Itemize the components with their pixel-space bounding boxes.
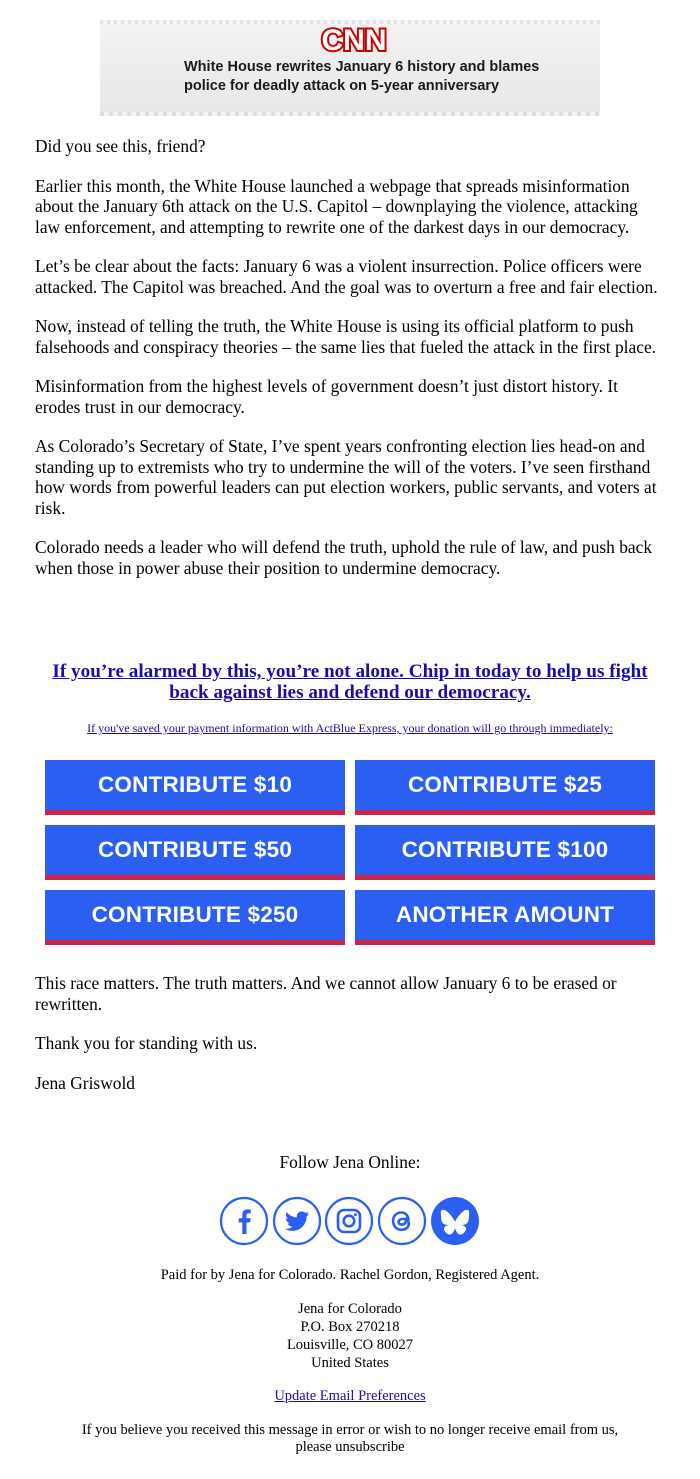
paid-for-disclaimer: Paid for by Jena for Colorado. Rachel Gordon, Registered Agent. bbox=[160, 1267, 540, 1283]
cnn-logo bbox=[318, 25, 390, 55]
greeting: Did you see this, friend? bbox=[35, 136, 206, 156]
signature: Jena Griswold bbox=[35, 1072, 135, 1093]
update-email-preferences-link[interactable]: Update Email Preferences bbox=[274, 1388, 426, 1404]
email-body bbox=[35, 136, 667, 597]
contribute-250-button[interactable]: CONTRIBUTE $250 bbox=[45, 890, 345, 945]
address-line: P.O. Box 270218 bbox=[300, 1319, 400, 1335]
unsubscribe-link[interactable]: please unsubscribe bbox=[295, 1439, 405, 1455]
twitter-icon[interactable] bbox=[272, 1196, 322, 1246]
facebook-icon[interactable] bbox=[219, 1196, 269, 1246]
unsubscribe-notice bbox=[0, 1422, 700, 1456]
instagram-icon[interactable] bbox=[324, 1196, 374, 1246]
closing-section bbox=[35, 973, 667, 1112]
body-paragraph: Colorado needs a leader who will defend the truth, uphold the rule of law, and push back when those in power abuse their position to undermine democracy. bbox=[35, 537, 653, 578]
cnn-headline-image bbox=[100, 20, 600, 116]
contribute-25-button[interactable]: CONTRIBUTE $25 bbox=[355, 760, 655, 815]
body-paragraph: Let’s be clear about the facts: January 6 was a violent insurrection. Police officers were attacked. The Capitol was breached. And the goal was to overturn a free and fair election. bbox=[35, 256, 658, 297]
cnn-headline: White House rewrites January 6 history and blames police for deadly attack on 5-year anniversary bbox=[184, 59, 540, 94]
another-amount-button[interactable]: ANOTHER AMOUNT bbox=[355, 890, 655, 945]
bluesky-icon[interactable] bbox=[430, 1196, 480, 1246]
body-paragraph: Misinformation from the highest levels of government doesn’t just distort history. It erodes trust in our democracy. bbox=[35, 376, 618, 417]
follow-label: Follow Jena Online: bbox=[279, 1152, 421, 1172]
address-line: United States bbox=[311, 1355, 389, 1371]
unsubscribe-text: If you believe you received this message in error or wish to no longer receive email from us, bbox=[81, 1422, 619, 1438]
cnn-logo-text: CNN bbox=[321, 25, 387, 55]
contribute-100-button[interactable]: CONTRIBUTE $100 bbox=[355, 825, 655, 880]
actblue-express-note[interactable]: If you've saved your payment information with ActBlue Express, your donation will go through immediately: bbox=[87, 721, 613, 735]
body-paragraph: As Colorado’s Secretary of State, I’ve spent years confronting election lies head-on and standing up to extremists who try to undermine the will of the voters. I’ve seen firsthand how words from powerful leaders can put election workers, public servants, and voters at risk. bbox=[35, 436, 657, 518]
contribute-10-button[interactable]: CONTRIBUTE $10 bbox=[45, 760, 345, 815]
threads-icon[interactable] bbox=[377, 1196, 427, 1246]
torn-edge-bottom bbox=[100, 112, 600, 116]
torn-edge-top bbox=[100, 20, 600, 24]
address-line: Jena for Colorado bbox=[298, 1301, 402, 1317]
social-links bbox=[219, 1196, 481, 1248]
closing-paragraph: This race matters. The truth matters. And we cannot allow January 6 to be erased or rewritten. bbox=[35, 973, 617, 1014]
mailing-address bbox=[0, 1300, 700, 1372]
contribute-50-button[interactable]: CONTRIBUTE $50 bbox=[45, 825, 345, 880]
donate-cta-link[interactable]: If you’re alarmed by this, you’re not alone. Chip in today to help us fight back against lies and defend our democracy. bbox=[52, 661, 648, 703]
body-paragraph: Now, instead of telling the truth, the White House is using its official platform to push falsehoods and conspiracy theories – the same lies that fueled the attack in the first place. bbox=[35, 316, 657, 357]
address-line: Louisville, CO 80027 bbox=[286, 1337, 414, 1353]
body-paragraph: Earlier this month, the White House launched a webpage that spreads misinformation about the January 6th attack on the U.S. Capitol – downplaying the violence, attacking law enforcement, and attempting to rewrite one of the darkest days in our democracy. bbox=[35, 175, 638, 237]
thank-you-line: Thank you for standing with us. bbox=[35, 1033, 258, 1053]
